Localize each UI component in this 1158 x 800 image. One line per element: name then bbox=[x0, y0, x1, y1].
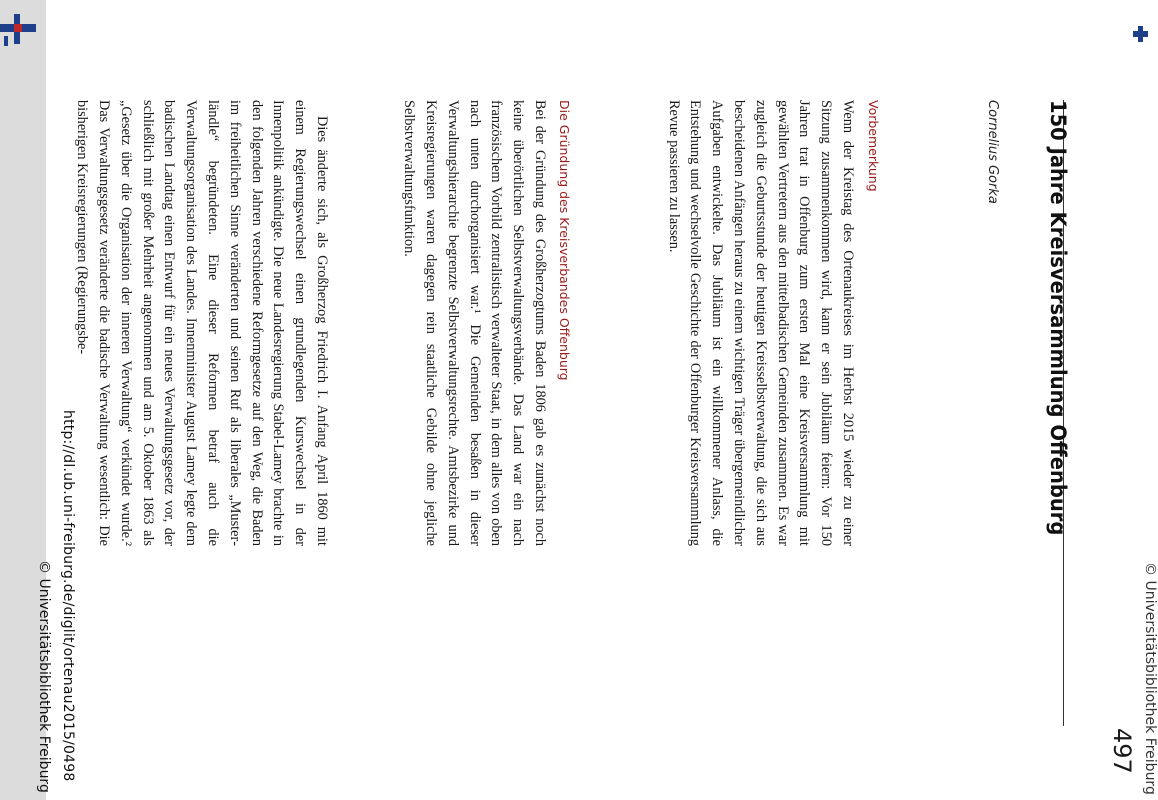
article-title: 150 Jahre Kreisversammlung Offenburg bbox=[1046, 100, 1070, 536]
paragraph-gruendung-1: Bei der Gründung des Großherzogtums Baden 1806 gab es zunächst noch keine überörtlichen Selbstverwaltungsverbände. Das Land war ein nach französischem Vorbild zentralistisch verwalteter Staat, in dem alles von oben nach unten durchorganisiert war.¹ Die Gemeinden besaßen in dieser Verwaltungshierarchie begrenzte Selbstverwaltungsrechte. Amtsbezirke und Kreisregierungen waren dagegen rein staatliche Gebilde ohne jegliche Selbstverwaltungsfunktion. bbox=[401, 100, 548, 546]
paragraph-vorbemerkung: Wenn der Kreistag des Ortenaukreises im Herbst 2015 wieder zu einer Sitzung zusammenkommen wird, kann er sein Jubiläum feiern: Vor 150 Jahren trat in Offenburg zum ersten Mal eine Kreisversammlung mit gewählten Vertretern aus den mittelbadischen Gemeinden zusammen. Es war zugleich die Geburtsstunde der heutigen Kreisselbstverwaltung, die sich aus bescheidenen Anfängen heraus zu einem wichtigen Träger übergemeindlicher Aufgaben entwickelte. Das Jubiläum ist ein willkommener Anlass, die Entstehung und wechselvolle Geschichte der Offenburger Kreisversammlung Revue passieren zu lassen. bbox=[665, 100, 856, 546]
section-heading-vorbemerkung: Vorbemerkung bbox=[866, 100, 881, 192]
section-heading-gruendung: Die Gründung des Kreisverbandes Offenburg bbox=[557, 100, 572, 381]
copyright-notice: © Universitätsbibliothek Freiburg bbox=[36, 560, 52, 793]
page-number: 497 bbox=[1108, 728, 1136, 774]
ub-freiburg-logo-icon bbox=[0, 14, 40, 50]
article-author: Cornelius Gorka bbox=[985, 100, 1000, 204]
permalink-url[interactable]: http://dl.ub.uni-freiburg.de/diglit/ortenau2015/0498 bbox=[60, 410, 76, 782]
document-page bbox=[36, 0, 1158, 800]
paragraph-gruendung-2: Dies änderte sich, als Großherzog Friedrich I. Anfang April 1860 mit einem Regierungswechsel einen grundlegenden Kurswechsel in der Innenpolitik ankündigte. Die neue Landesregierung Stabel-Lamey brachte in den folgenden Jahren verschiedene Reformgesetze auf den Weg, die Baden im freiheitlichen Sinne veränderten und seinen Ruf als liberales „Musterländle“ begründeten. Eine dieser Reformen betraf auch die Verwaltungsorganisation des Landes. Innenminister August Lamey legte dem badischen Landtag einen Entwurf für ein neues Verwaltungsgesetz vor, der schließlich mit großer Mehrheit angenommen und am 5. Oktober 1863 als „Gesetz über die Organisation der inneren Verwaltung“ verkündet wurde.² Das Verwaltungsgesetz veränderte die badische Verwaltung wesentlich: Die bisherigen Kreisregierungen (Regierungsbe- bbox=[74, 100, 330, 546]
top-cut-copyright: © Universitätsbibliothek Freiburg bbox=[1142, 562, 1158, 795]
